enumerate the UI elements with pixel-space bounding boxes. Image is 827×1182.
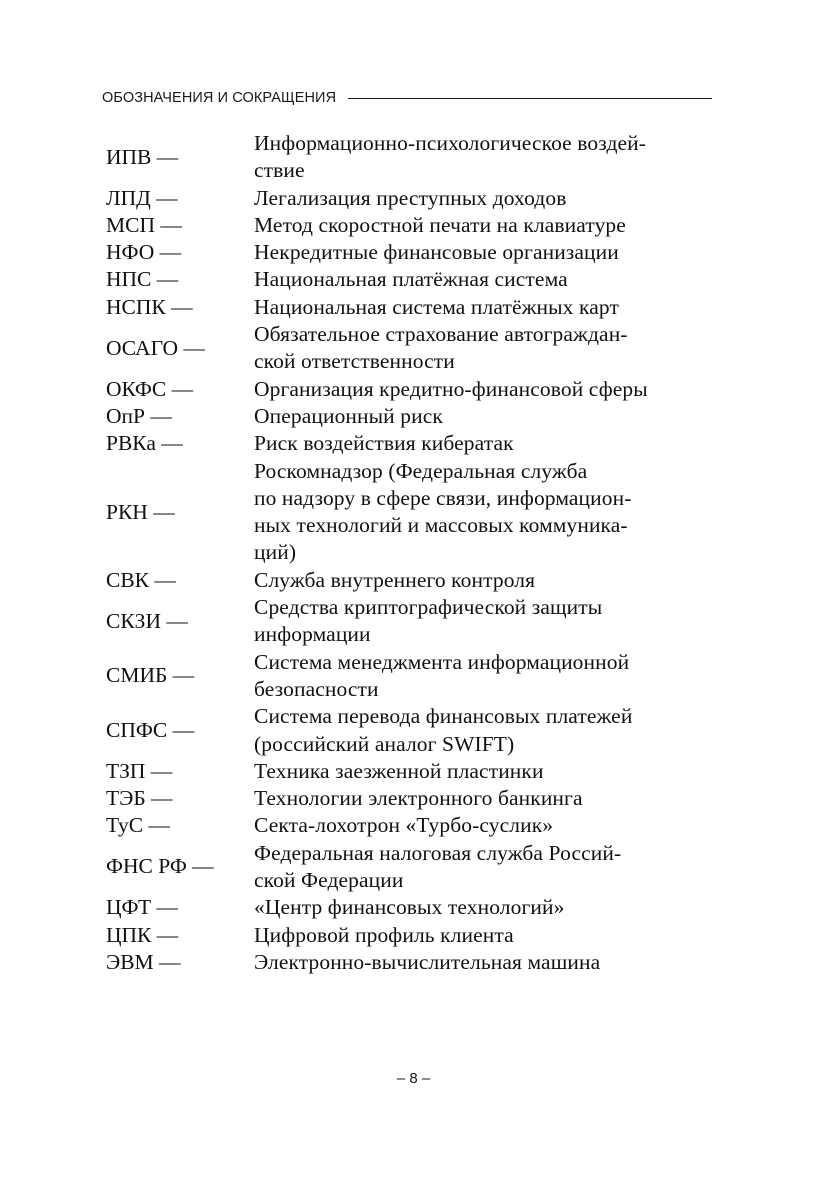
definition-line: Техника заезженной пластинки: [254, 758, 544, 783]
abbreviation-definition: [254, 212, 716, 239]
definition-line: ской Федерации: [254, 868, 404, 893]
abbreviation-term: НСПК —: [106, 294, 193, 319]
abbreviation-term: ИПВ —: [106, 144, 179, 169]
abbreviation-definition: [254, 785, 716, 812]
definition-line: безопасности: [254, 676, 379, 701]
abbreviation-term: МСП —: [106, 212, 182, 237]
definition-line: Средства криптографической защиты: [254, 595, 603, 620]
abbreviation-row: [106, 594, 716, 649]
definition-line: Цифровой профиль клиента: [254, 922, 514, 947]
abbreviation-definition: [254, 922, 716, 949]
definition-line: Технологии электронного банкинга: [254, 786, 583, 811]
abbreviation-definition: [254, 266, 716, 293]
abbreviation-row: [106, 321, 716, 376]
abbreviation-term: СКЗИ —: [106, 608, 188, 633]
abbreviation-term: ОпР —: [106, 403, 172, 428]
abbreviation-row: [106, 130, 716, 185]
abbreviation-term: ЭВМ —: [106, 949, 181, 974]
abbreviation-term: ЦПК —: [106, 922, 179, 947]
abbreviation-row: [106, 266, 716, 293]
definition-line: Секта-лохотрон «Турбо-суслик»: [254, 813, 554, 838]
definition-line: Риск воздействия кибератак: [254, 431, 514, 456]
abbreviation-term: ФНС РФ —: [106, 854, 214, 879]
abbreviation-row: [106, 567, 716, 594]
definition-line: Некредитные финансовые организации: [254, 240, 619, 265]
running-header: [102, 87, 712, 109]
abbreviation-row: [106, 703, 716, 758]
definition-line: Национальная система платёжных карт: [254, 294, 619, 319]
abbreviation-term: ТЭБ —: [106, 786, 173, 811]
abbreviation-row: [106, 812, 716, 839]
definition-line: информации: [254, 622, 371, 647]
abbreviation-definition: [254, 758, 716, 785]
definition-line: Роскомнадзор (Федеральная служба: [254, 458, 588, 483]
abbreviation-definition: [254, 430, 716, 457]
definition-line: Обязательное страхование автограждан-: [254, 322, 628, 347]
abbreviation-term: РВКа —: [106, 431, 183, 456]
definition-line: Национальная платёжная система: [254, 267, 568, 292]
abbreviation-row: [106, 894, 716, 921]
definition-line: Электронно-вычислительная машина: [254, 949, 601, 974]
abbreviation-row: [106, 649, 716, 704]
abbreviation-term: ТЗП —: [106, 758, 173, 783]
abbreviation-definition: [254, 376, 716, 403]
abbreviation-term: ЛПД —: [106, 185, 178, 210]
header-rule: [348, 98, 712, 99]
definition-line: Федеральная налоговая служба Россий-: [254, 840, 622, 865]
abbreviation-row: [106, 458, 716, 567]
abbreviation-definition: [254, 649, 716, 704]
abbreviation-row: [106, 239, 716, 266]
abbreviation-term: ОСАГО —: [106, 335, 205, 360]
abbreviation-row: [106, 294, 716, 321]
header-title: ОБОЗНАЧЕНИЯ И СОКРАЩЕНИЯ: [102, 90, 337, 106]
abbreviation-term: РКН —: [106, 499, 175, 524]
abbreviation-term: СМИБ —: [106, 663, 195, 688]
abbreviation-row: [106, 949, 716, 976]
abbreviation-term: СПФС —: [106, 717, 195, 742]
definition-line: Служба внутреннего контроля: [254, 567, 536, 592]
definition-line: Система менеджмента информационной: [254, 649, 630, 674]
definition-line: Операционный риск: [254, 403, 443, 428]
abbreviation-row: [106, 922, 716, 949]
abbreviation-row: [106, 185, 716, 212]
abbreviation-definition: [254, 458, 716, 567]
abbreviation-definition: [254, 949, 716, 976]
page-number: – 8 –: [396, 1070, 431, 1087]
definition-line: по надзору в сфере связи, информацион-: [254, 485, 632, 510]
abbreviation-row: [106, 212, 716, 239]
definition-line: ской ответственности: [254, 349, 455, 374]
abbreviation-row: [106, 840, 716, 895]
definition-line: «Центр финансовых технологий»: [254, 895, 565, 920]
abbreviation-term: ОКФС —: [106, 376, 194, 401]
abbreviation-definition: [254, 294, 716, 321]
definition-line: ствие: [254, 158, 305, 183]
abbreviation-definition: [254, 321, 716, 376]
abbreviation-row: [106, 430, 716, 457]
definition-line: Легализация преступных доходов: [254, 185, 567, 210]
definition-line: Система перевода финансовых платежей: [254, 704, 633, 729]
abbreviation-row: [106, 785, 716, 812]
abbreviation-term: ТуС —: [106, 813, 171, 838]
abbreviation-definition: [254, 812, 716, 839]
abbreviation-definition: [254, 840, 716, 895]
definition-line: Метод скоростной печати на клавиатуре: [254, 212, 626, 237]
definition-line: ций): [254, 540, 297, 565]
abbreviation-definition: [254, 239, 716, 266]
definition-line: Информационно-психологическое воздей-: [254, 131, 647, 155]
abbreviation-term: ЦФТ —: [106, 895, 178, 920]
abbreviation-definition: [254, 703, 716, 758]
abbreviation-row: [106, 376, 716, 403]
definition-line: Организация кредитно-финансовой сферы: [254, 376, 648, 401]
definition-line: (российский аналог SWIFT): [254, 731, 515, 756]
abbreviation-definition: [254, 894, 716, 921]
abbreviation-definition: [254, 185, 716, 212]
abbreviation-definition: [254, 567, 716, 594]
abbreviation-definition: [254, 130, 716, 185]
abbreviation-row: [106, 403, 716, 430]
abbreviation-term: НФО —: [106, 240, 182, 265]
abbreviation-row: [106, 758, 716, 785]
abbreviation-definition: [254, 403, 716, 430]
abbreviation-term: НПС —: [106, 267, 179, 292]
definition-line: ных технологий и массовых коммуника-: [254, 513, 628, 538]
abbreviation-definition: [254, 594, 716, 649]
abbreviation-list: [106, 130, 716, 976]
abbreviation-term: СВК —: [106, 567, 176, 592]
